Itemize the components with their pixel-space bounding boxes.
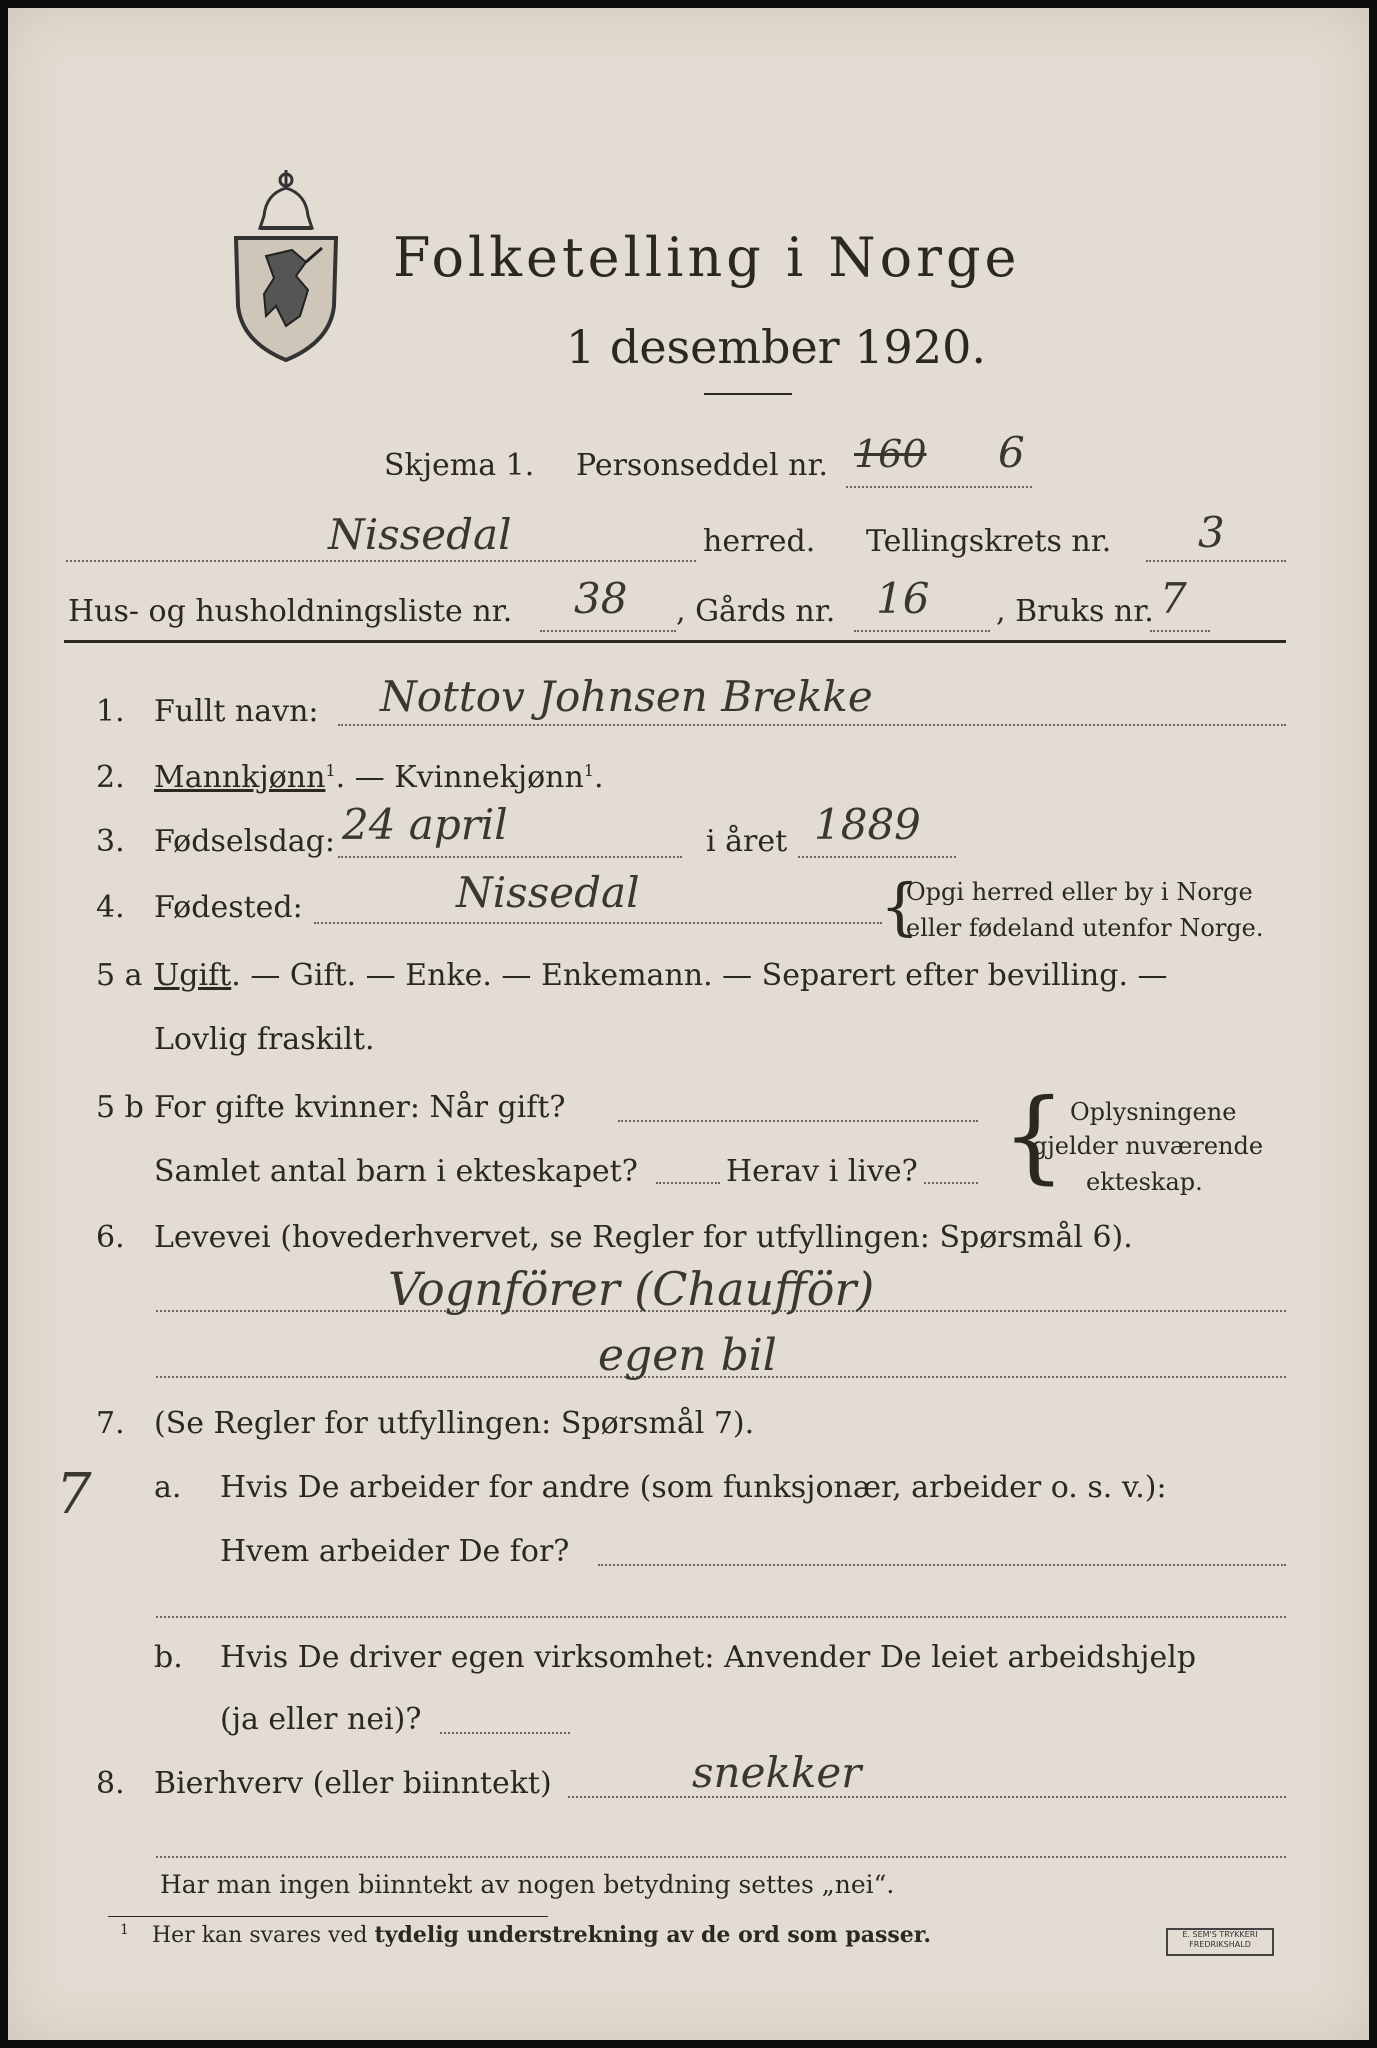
- tellingskrets-field[interactable]: [1146, 560, 1286, 562]
- q6-label: Levevei (hovederhvervet, se Regler for utfyllingen: Spørsmål 6).: [154, 1220, 1133, 1255]
- q7b-label-2: (ja eller nei)?: [220, 1702, 422, 1737]
- birth-year-value: 1889: [814, 800, 921, 849]
- footnote-text: [152, 1922, 931, 1948]
- q2-options: Mannkjønn$^1$. — Kvinnekjønn$^1$.: [154, 760, 604, 795]
- q5b-number: 5 b: [96, 1090, 144, 1125]
- birthday-value: 24 april: [342, 800, 508, 849]
- husliste-value: 38: [574, 574, 628, 623]
- lovlig-fraskilt-option[interactable]: Lovlig fraskilt.: [154, 1022, 375, 1057]
- birthplace-value: Nissedal: [456, 868, 640, 917]
- q3-number: 3.: [96, 824, 125, 859]
- q5b-note-2: gjelder nuværende: [1032, 1132, 1264, 1160]
- personseddel-field[interactable]: [846, 486, 1032, 488]
- q8-label: Bierhverv (eller biinntekt): [154, 1766, 552, 1801]
- occupation-value-1: Vognförer (Chaufför): [388, 1262, 875, 1316]
- mannkjonn-option[interactable]: Mannkjønn: [154, 760, 326, 795]
- personseddel-struck-value: 160: [854, 432, 927, 476]
- gards-value: 16: [876, 574, 930, 623]
- footer-divider: [108, 1916, 548, 1917]
- q3-label: Fødselsdag:: [154, 824, 335, 859]
- form-title: Folketelling i Norge: [393, 226, 1021, 289]
- footnote-text-b: tydelig understrekning av de ord som passer.: [374, 1922, 932, 1948]
- q7b-label: Hvis De driver egen virksomhet: Anvender De leiet arbeidshjelp: [220, 1640, 1197, 1675]
- bruks-value: 7: [1160, 574, 1187, 623]
- q7b-number: b.: [154, 1640, 183, 1675]
- q5a-options: [154, 958, 1168, 993]
- full-name-value: Nottov Johnsen Brekke: [380, 672, 873, 721]
- q5b-label-2: Samlet antal barn i ekteskapet?: [154, 1154, 638, 1189]
- title-divider: [704, 393, 792, 395]
- printer-stamp: [1166, 1928, 1274, 1956]
- birthday-field[interactable]: [338, 856, 682, 858]
- herred-field[interactable]: [66, 560, 696, 562]
- q5b-note-1: Oplysningene: [1070, 1098, 1237, 1126]
- herred-value: Nissedal: [328, 510, 512, 559]
- q8-number: 8.: [96, 1766, 125, 1801]
- q7-margin-mark: 7: [56, 1462, 92, 1527]
- header-divider: [64, 640, 1286, 643]
- gards-field[interactable]: [854, 630, 990, 632]
- hired-help-field[interactable]: [440, 1732, 570, 1734]
- herred-label: herred.: [703, 524, 816, 559]
- year-label: i året: [706, 824, 788, 859]
- q6-number: 6.: [96, 1220, 125, 1255]
- footnote-number: 1: [120, 1922, 129, 1938]
- kvinnekjonn-option[interactable]: . — Kvinnekjønn: [335, 760, 584, 795]
- children-total-field[interactable]: [656, 1182, 720, 1184]
- q1-label: Fullt navn:: [154, 694, 319, 729]
- employer-field[interactable]: [598, 1564, 1286, 1566]
- q5b-label-3: Herav i live?: [726, 1154, 918, 1189]
- q5b-brace: {: [1002, 1077, 1066, 1194]
- q7-label: (Se Regler for utfyllingen: Spørsmål 7).: [154, 1406, 755, 1441]
- side-income-value: snekker: [692, 1748, 862, 1797]
- q2-end: .: [593, 760, 604, 795]
- married-when-field[interactable]: [618, 1120, 978, 1122]
- q1-number: 1.: [96, 694, 125, 729]
- tellingskrets-value: 3: [1198, 508, 1225, 557]
- tellingskrets-label: Tellingskrets nr.: [866, 524, 1112, 559]
- census-form: [8, 8, 1369, 2040]
- q7a-number: a.: [154, 1470, 182, 1505]
- bruks-field[interactable]: [1150, 630, 1210, 632]
- civil-status-options[interactable]: . — Gift. — Enke. — Enkemann. — Separert efter bevilling. —: [231, 958, 1168, 993]
- occupation-value-2: egen bil: [598, 1330, 777, 1381]
- q5b-note-3: ekteskap.: [1086, 1168, 1203, 1196]
- q4-note-2: eller fødeland utenfor Norge.: [906, 914, 1264, 942]
- bruks-label: , Bruks nr.: [996, 594, 1154, 629]
- footnote-text-a: Her kan svares ved: [152, 1923, 368, 1948]
- gards-label: , Gårds nr.: [676, 594, 836, 629]
- census-date: 1 desember 1920.: [566, 320, 986, 374]
- q4-number: 4.: [96, 890, 125, 925]
- husliste-label: Hus- og husholdningsliste nr.: [68, 594, 513, 629]
- q5a-number: 5 a: [96, 958, 143, 993]
- q4-label: Fødested:: [154, 890, 303, 925]
- full-name-field[interactable]: [338, 724, 1286, 726]
- q7a-label-2: Hvem arbeider De for?: [220, 1534, 570, 1569]
- q5b-label-1: For gifte kvinner: Når gift?: [154, 1090, 566, 1125]
- children-alive-field[interactable]: [924, 1182, 978, 1184]
- norwegian-coat-of-arms: [226, 166, 346, 362]
- employer-field-2[interactable]: [156, 1616, 1286, 1618]
- birth-year-field[interactable]: [798, 856, 956, 858]
- stamp-line-2: FREDRIKSHALD: [1189, 1940, 1251, 1949]
- side-income-note: Har man ingen biinntekt av nogen betydning settes „nei“.: [160, 1870, 895, 1899]
- stamp-line-1: E. SEM'S TRYKKERI: [1182, 1930, 1258, 1939]
- q4-brace: {: [880, 870, 920, 943]
- birthplace-field[interactable]: [314, 922, 882, 924]
- schema-label: Skjema 1.: [384, 448, 535, 483]
- q2-number: 2.: [96, 760, 125, 795]
- q7a-label: Hvis De arbeider for andre (som funksjonær, arbeider o. s. v.):: [220, 1470, 1167, 1505]
- husliste-field[interactable]: [540, 630, 676, 632]
- q4-note-1: Opgi herred eller by i Norge: [906, 878, 1253, 906]
- ugift-option[interactable]: Ugift: [154, 958, 232, 993]
- personseddel-label: Personseddel nr.: [576, 448, 829, 483]
- side-income-field[interactable]: [568, 1796, 1286, 1798]
- personseddel-value: 6: [998, 428, 1025, 477]
- q7-number: 7.: [96, 1406, 125, 1441]
- side-income-field-2[interactable]: [156, 1856, 1286, 1858]
